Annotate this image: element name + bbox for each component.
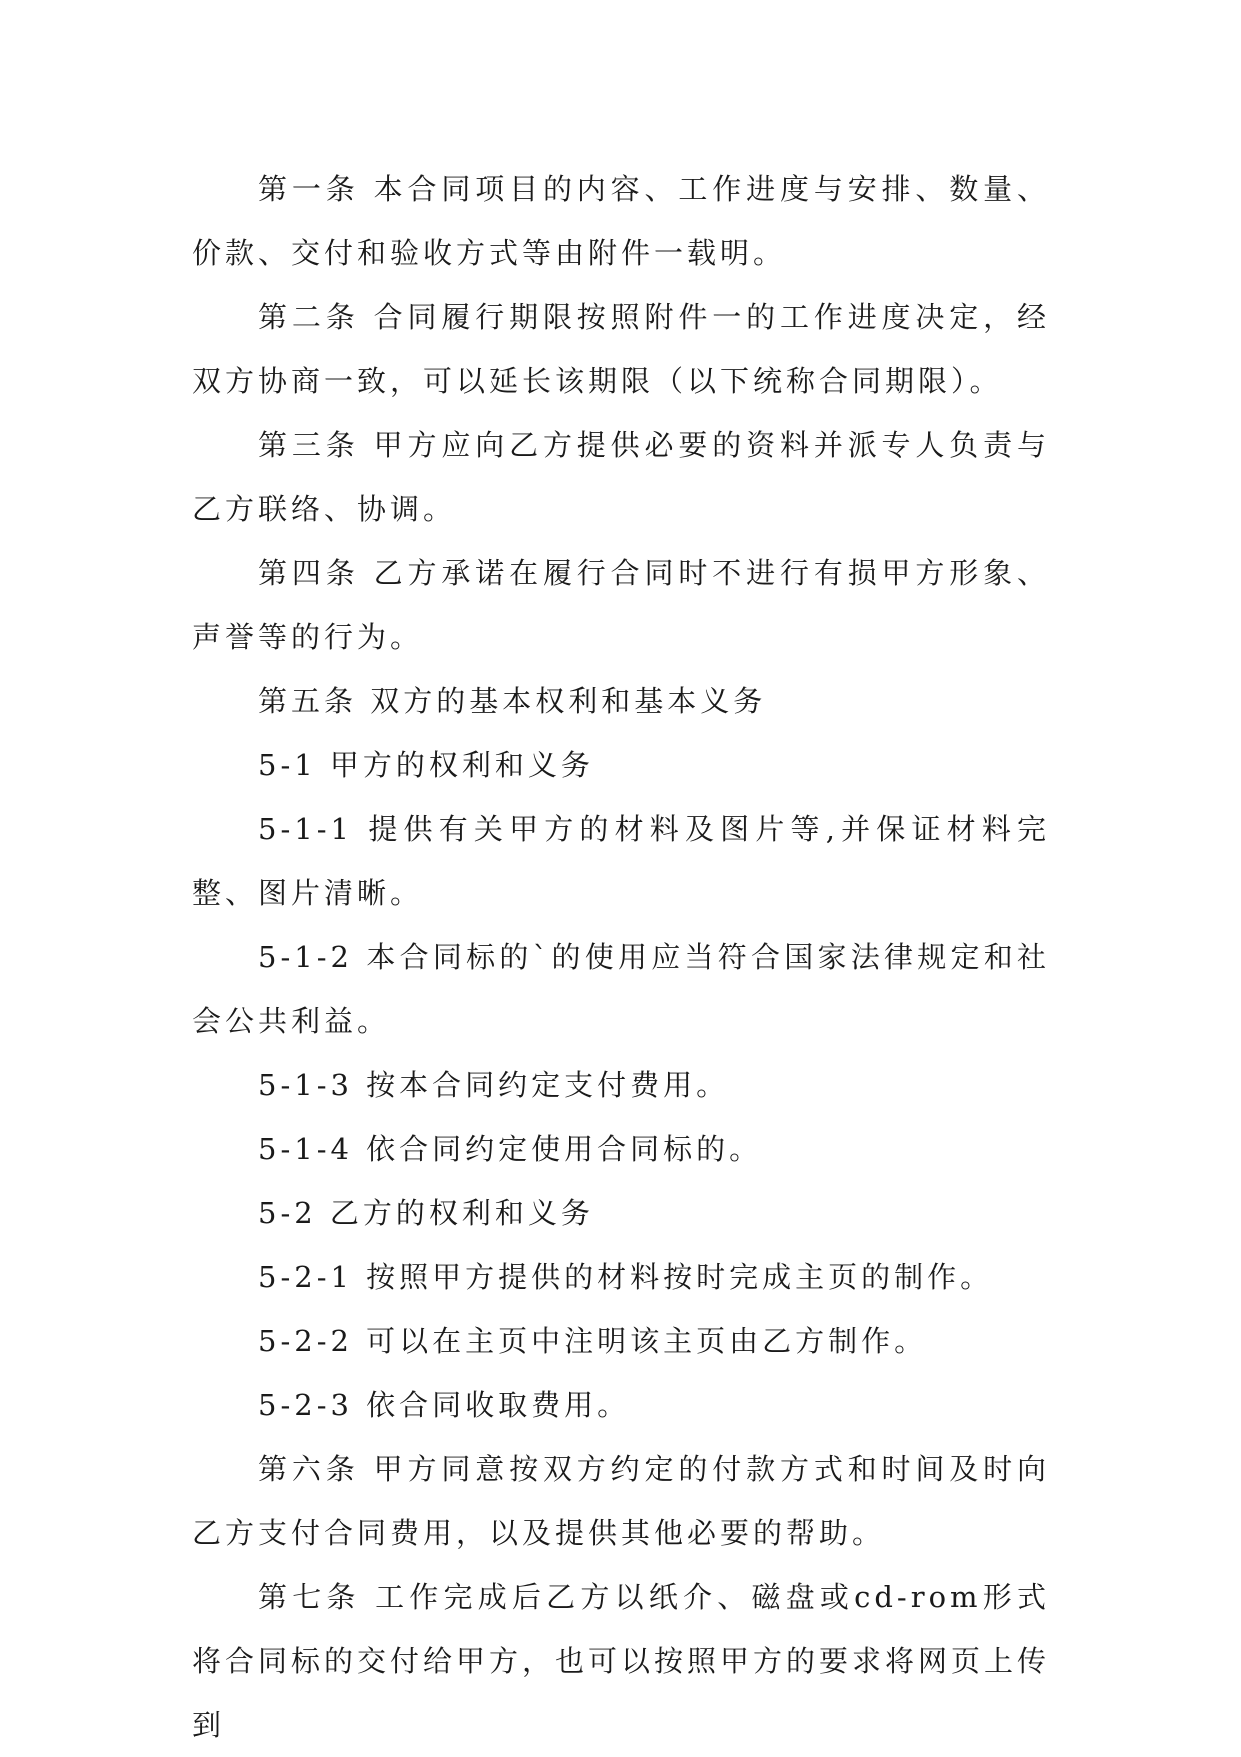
clause-5-2-3: 5-2-3 依合同收取费用。 (258, 1388, 631, 1422)
clause-5-2: 5-2 乙方的权利和义务 (258, 1196, 594, 1230)
clause-5-1-2: 5-1-2 本合同标的`的使用应当符合国家法律规定和社会公共利益。 (192, 940, 1050, 1038)
document-page (192, 157, 1050, 1757)
clause-5-2-2: 5-2-2 可以在主页中注明该主页由乙方制作。 (258, 1324, 928, 1358)
article-5: 第五条 双方的基本权利和基本义务 (258, 684, 767, 718)
article-7: 第七条 工作完成后乙方以纸介、磁盘或cd-rom形式将合同标的交付给甲方，也可以按照甲方的要求将网页上传到 (192, 1580, 1051, 1742)
clause-5-1-3: 5-1-3 按本合同约定支付费用。 (258, 1068, 730, 1102)
clause-5-1-4: 5-1-4 依合同约定使用合同标的。 (258, 1132, 763, 1166)
article-2: 第二条 合同履行期限按照附件一的工作进度决定，经双方协商一致，可以延长该期限（以下统称合同期限）。 (192, 300, 1050, 398)
article-4: 第四条 乙方承诺在履行合同时不进行有损甲方形象、声誉等的行为。 (192, 556, 1050, 654)
article-1: 第一条 本合同项目的内容、工作进度与安排、数量、价款、交付和验收方式等由附件一载明。 (192, 172, 1050, 270)
article-3: 第三条 甲方应向乙方提供必要的资料并派专人负责与乙方联络、协调。 (192, 428, 1050, 526)
clause-5-2-1: 5-2-1 按照甲方提供的材料按时完成主页的制作。 (258, 1260, 994, 1294)
clause-5-1: 5-1 甲方的权利和义务 (258, 748, 594, 782)
article-6: 第六条 甲方同意按双方约定的付款方式和时间及时向乙方支付合同费用，以及提供其他必要的帮助。 (192, 1452, 1050, 1550)
clause-5-1-1: 5-1-1 提供有关甲方的材料及图片等,并保证材料完整、图片清晰。 (192, 812, 1050, 910)
